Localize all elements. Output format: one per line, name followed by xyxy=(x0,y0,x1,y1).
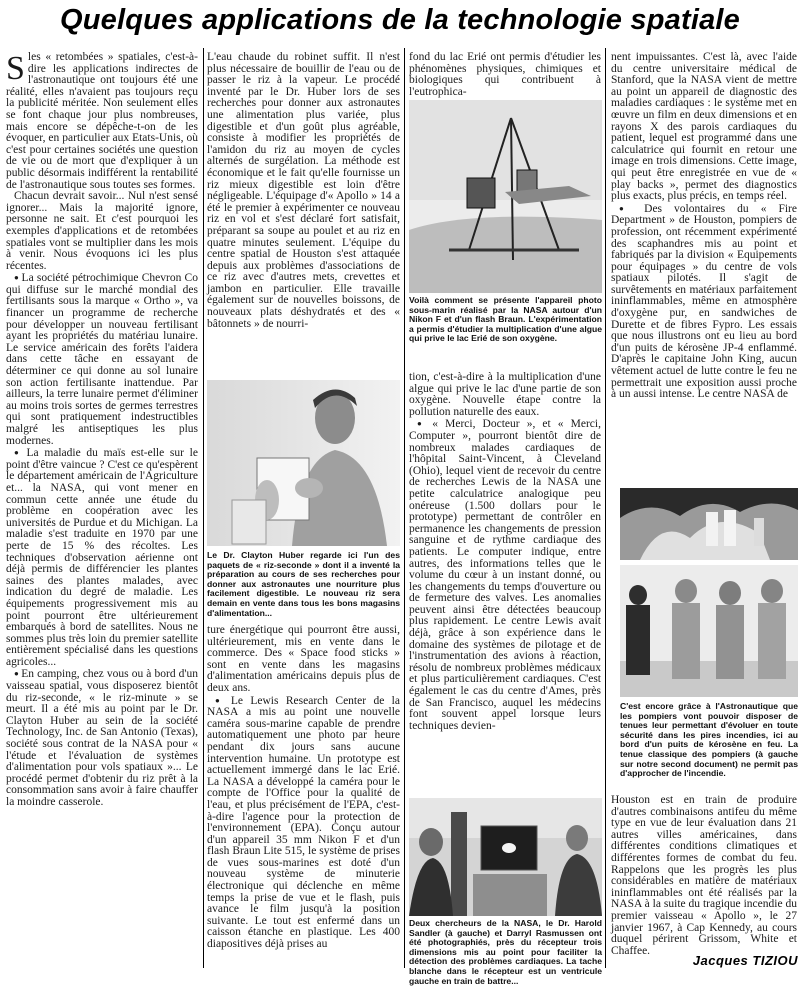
photo-underwater-camera xyxy=(409,100,602,293)
photo-clayton-huber xyxy=(207,380,400,546)
article-column-4-upper xyxy=(611,52,797,486)
col2-paragraph-3: ● Le Lewis Research Center de la NASA a mis au point une nouvelle caméra sous-marine capable de prendre automatiquement une photo par heure pendant dix jours sans aucune intervention humaine. Un prototype est actuellement immergé dans le lac Erié. La NASA a développé la caméra pour le compte de l'Office pour la qualité de l'eau, et plus précisément de l'EPA, c'est-à-dire l'agence pour la protection de l'environnement (EPA). Conçu autour d'un appareil 35 mm Nikon F et d'un flash Braun Lite 515, le système de prises de vues sous-marines est doté d'un nouveau système de minuterie électronique qui déclenche en même temps la prise de vue et le flash, puis avance le film jusqu'à la position suivante. Le tout est enfermé dans un caisson étanche en plastique. Les 400 diapositives déjà prises au xyxy=(207,695,400,951)
col4-paragraph-3: Houston est en train de produire d'autres combinaisons antifeu du même type en vue de leur évaluation dans 21 autres villes américaines, dans différentes conditions climatiques et différentes formes de combat du feu. Rappelons que les progrès les plus considérables en matière de matériaux ininflammables ont été réalisés par la NASA à la suite du tragique incendie du premier vaisseau « Apollo », le 27 janvier 1967, à Cap Kennedy, au cours duquel périrent Grissom, White et Chaffee. xyxy=(611,794,797,957)
col1-paragraph-2: Chacun devrait savoir... Nul n'est sensé ignorer... Mais la majorité ignore, personne ne sait. Et c'est pourquoi les exemples d'applications et de retombées spatiales vont se multiplier dans les mois à venir. Nous évoquons ici les plus récentes. xyxy=(6,190,198,272)
article-column-2-lower xyxy=(207,625,400,968)
col1-paragraph-3: ● La société pétrochimique Chevron Co qui diffuse sur le marché mondial des fertilisants sous la marque « Ortho », va financer un programme de recherche pour développer un nouveau fertilisant ayant les propriétés du matériau lunaire. Le service américain des forêts l'aidera dans cette tâche en essayant de déterminer ce qui donne au sol lunaire son action fertilisante inattendue. Par ailleurs, la terre lunaire permet d'éliminer au moins trois sortes de germes terrestres qui sont pratiquement indestructibles malgré les antiseptiques les plus modernes. xyxy=(6,272,198,447)
caption-clayton-huber: Le Dr. Clayton Huber regarde ici l'un des paquets de « riz-seconde » dont il a inventé la préparation au cours de ses recherches pour donner aux astronautes une nourriture plus facilement digestible. Le nouveau riz sera demain en vente dans tous les bons magasins d'alimentation... xyxy=(207,550,400,618)
author-byline: Jacques TIZIOU xyxy=(692,953,798,968)
col2-paragraph-2: ture énergétique qui pourront être aussi, ultérieurement, mis en vente dans le commerce. Des « Space food sticks » sont en vente dans les magasins d'alimentation américains depuis plus de deux ans. xyxy=(207,624,400,694)
caption-underwater-camera: Voilà comment se présente l'appareil photo sous-marin réalisé par la NASA autour d'un Nikon F et d'un flash Braun. L'expérimentation a permis d'étudier la multiplication d'une algue qui prive le lac Erié de son oxygène. xyxy=(409,295,602,344)
photo-firefighters-fire xyxy=(620,488,798,560)
article-column-1 xyxy=(6,52,198,967)
col1-paragraph-5: ● En camping, chez vous ou à bord d'un vaisseau spatial, vous disposerez bientôt du riz-seconde, « le riz-minute » se meurt. Il a été mis au point par le Dr. Clayton Huber au sein de la société Technology, Inc. de San Antonio (Texas), société sous contrat de la NASA pour « l'étude et l'évaluation de systèmes d'alimentation pour vols spatiaux »... Le procédé permet d'obtenir du riz prêt à la consommation sans avoir à faire chauffer la moindre casserole. xyxy=(6,668,198,808)
caption-firefighters: C'est encore grâce à l'Astronautique que les pompiers vont pouvoir disposer de tenues leur permettant d'évoluer en toute sécurité dans les pires incendies, ici au bord d'un puits de kérosène en feu. La tenue classique des pompiers (à gauche sur notre second document) ne permit pas d'approcher de l'incendie. xyxy=(620,701,798,779)
col3-paragraph-2: tion, c'est-à-dire à la multiplication d'une algue qui prive le lac d'une partie de son oxygène. Nouvelle étape contre la pollution naturelle des eaux. xyxy=(409,371,601,418)
col2-paragraph-1: L'eau chaude du robinet suffit. Il n'est plus nécessaire de bouillir de l'eau ou de passer le riz à la vapeur. Le procédé inventé par le Dr. Huber lors de ses recherches pour donner aux astronautes une alimentation plus variée, plus digestible et d'un goût plus agréable, consiste à modifier les propriétés de l'amidon du riz au moyen de cycles alternés de surgélation. La méthode est économique et le fait qu'elle fournisse un riz mieux digestible est loin d'être négligeable. L'équipage d'« Apollo » 14 a été le premier à expérimenter ce nouveau riz en vol et s'est déclaré fort satisfait, préparant sa soupe au poulet et au riz en quatre minutes seulement. L'équipe du centre spatial de Houston s'est attaquée depuis aux problèmes d'associations de ce riz avec d'autres mets, crevettes et jambon en particulier. Elle travaille également sur de nouvelles boissons, de nouveaux plats déshydratés et des « bâtonnets » de nourri- xyxy=(207,51,400,330)
photo-firefighters-suits xyxy=(620,565,798,697)
column-rule xyxy=(605,48,606,968)
col4-paragraph-1: nent impuissantes. C'est là, avec l'aide du centre universitaire médical de Stanford, que la NASA vient de mettre au point un appareil de diagnostic des maladies cardiaques : le système met en œuvre un film en deux dimensions et en rayons X des parois cardiaques du patient, lequel est programmé dans une calculatrice qui fournit en retour une image en trois dimensions. Cette image, qui peut être enregistrée en vue de « play backs », permet des diagnostics plus exacts, plus précis, en temps réel. xyxy=(611,51,797,203)
col1-paragraph-1: les « retombées » spatiales, c'est-à-dire les applications indirectes de l'astronautique ont toujours été une réalité, elles n'avaient pas toujours reçu la publicité méritée. Non seulement elles se font chaque jour plus nombreuses, mais encore se dépêche-t-on de les évoquer, en particulier aux Etats-Unis, où c'est pour certaines sociétés une question de vie ou de mort que d'expliquer à un public désormais indifférent la rentabilité de l'astronautique sous toutes ses formes. xyxy=(6,51,198,191)
photo-nasa-researchers xyxy=(409,798,602,916)
col3-paragraph-1: fond du lac Erié ont permis d'étudier les phénomènes physiques, chimiques et biologiques qui contribuent à l'eutrophica- xyxy=(409,51,601,98)
column-rule xyxy=(404,48,405,968)
caption-nasa-researchers: Deux chercheurs de la NASA, le Dr. Harold Sandler (à gauche) et Darryl Rasmussen ont été photographiés, près du récepteur trois dimensions mis au point pour faciliter la détection des problèmes cardiaques. La tache blanche dans le récepteur est un ventricule gauche en train de battre... xyxy=(409,918,602,986)
col3-paragraph-3: ● « Merci, Docteur », et « Merci, Computer », pourront bientôt dire de nombreux malades cardiaques de l'hôpital Saint-Vincent, à Cleveland (Ohio), lequel vient de recevoir du centre de recherches Lewis de la NASA une petite calculatrice analogique peu onéreuse (1.500 dollars pour le prototype) permettant de contrôler en permanence les changements de pression sanguine et de rythme cardiaque des patients. Le computer indique, entre autres, des informations telles que le volume du cœur à un instant donné, ou les changements du temps d'ouverture ou de fermeture des valves. Les anomalies peuvent ainsi être détectées beaucoup plus rapidement. Le centre Lewis avait déjà, grâce à son expérience dans le domaine des systèmes de pilotage et de l'instrumentation des avions à réaction, résolu de nombreux problèmes médicaux et plus particulièrement cardiaques. C'est également le cas du centre d'Ames, près de San Francisco, auquel les médecins font souvent appel lorsque leurs techniques devien- xyxy=(409,418,601,732)
col4-paragraph-2: ● Des volontaires du « Fire Department » de Houston, pompiers de profession, ont récemment expérimenté des scaphandres mis au point et fabriqués par la division « Equipements pour équipages » du centre de vols spatiaux pilotés. Il s'agit de survêtements en matériaux parfaitement ininflammables, même en atmosphère d'oxygène pur, en sandwiches de Durette et de fibres Fypro. Les essais que nous illustrons ont eu lieu au bord d'un puits de kérosène JP-4 enflammé. D'après le capitaine John King, aucun vêtement actuel de lutte contre le feu ne permettrait une exposition aussi proche à un aussi intense. Le centre NASA de xyxy=(611,203,797,401)
article-column-3-middle xyxy=(409,372,601,794)
column-rule xyxy=(203,48,204,968)
drop-cap: S xyxy=(6,50,25,87)
col1-paragraph-4: ● La maladie du maïs est-elle sur le point d'être vaincue ? C'est ce qu'espèrent le département américain de l'Agriculture et... la NASA, qui vont mener en commun cette année une étude du problème en coopération avec les universités de Purdue et du Michigan. La maladie s'est traduite en 1970 par une perte de 15 % des récoltes. Les techniques d'observation aérienne ont déjà permis de différencier les plantes saines des plantes malades, avec indication du degré de maladie. Les équipements progressivement mis au point pourront être ultérieurement embarqués à bord de satellites. Nous ne sommes plus très loin du premier satellite entièrement spécialisé dans les questions agricoles... xyxy=(6,447,198,668)
page-headline: Quelques applications de la technologie spatiale xyxy=(60,4,740,36)
